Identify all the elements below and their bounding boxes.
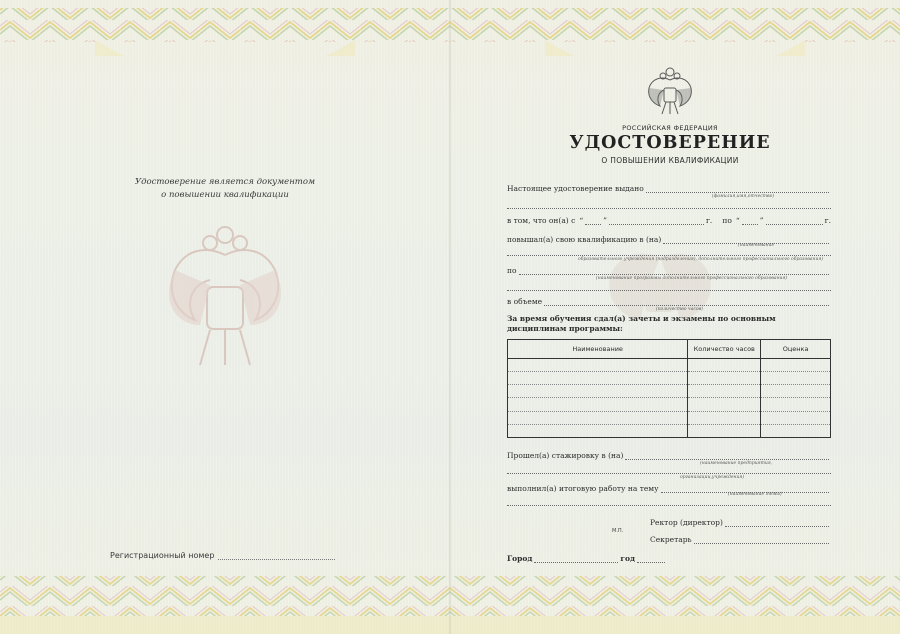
volume-hint: (количество часов) xyxy=(656,307,704,312)
secretary-label: Секретарь xyxy=(650,535,692,544)
rector-field[interactable] xyxy=(650,518,831,527)
end-month-year[interactable] xyxy=(766,217,823,225)
program-line[interactable] xyxy=(519,267,829,275)
rector-signature-line[interactable] xyxy=(725,519,829,527)
final-work-hint: (наименование темы) xyxy=(728,492,782,497)
upgraded-field[interactable] xyxy=(507,235,831,244)
city-label: Город xyxy=(507,554,533,563)
center-fold xyxy=(449,0,451,634)
registration-label: Регистрационный номер xyxy=(110,551,215,560)
internship-hint: (наименование предприятия, xyxy=(700,461,773,466)
table-cell[interactable] xyxy=(761,359,831,372)
page-title: УДОСТОВЕРЕНИЕ xyxy=(569,133,771,153)
note-line-1: Удостоверение является документом xyxy=(134,177,316,187)
russian-coat-of-arms-emblem-icon xyxy=(155,225,295,375)
upgraded-hint: (наименование xyxy=(738,243,775,248)
table-cell[interactable] xyxy=(508,398,688,411)
issued-line[interactable] xyxy=(646,185,829,193)
final-work-label: выполнил(а) итоговую работу на тему xyxy=(507,484,659,493)
institution-line[interactable] xyxy=(507,255,831,256)
page-subtitle: О ПОВЫШЕНИИ КВАЛИФИКАЦИИ xyxy=(601,156,739,165)
internship-hint-2: организации,учреждения) xyxy=(680,475,745,480)
exams-text: За время обучения сдал(а) зачеты и экзамены по основным дисциплинам программы: xyxy=(507,314,776,333)
secretary-signature-line[interactable] xyxy=(694,536,829,544)
volume-field[interactable] xyxy=(507,297,831,306)
internship-line[interactable] xyxy=(625,452,829,460)
grades-table xyxy=(507,339,831,438)
russian-coat-of-arms-emblem-icon xyxy=(644,66,696,118)
start-day[interactable] xyxy=(585,217,601,225)
quote-open-1: “ xyxy=(579,216,584,225)
column-header-name: Наименование xyxy=(508,340,688,359)
table-cell[interactable] xyxy=(508,372,688,385)
table-cell[interactable] xyxy=(508,359,688,372)
year-line[interactable] xyxy=(637,555,665,563)
stamp-label: М.П. xyxy=(612,528,624,534)
registration-number-field xyxy=(110,551,335,560)
table-row xyxy=(508,385,831,398)
table-cell[interactable] xyxy=(508,424,688,437)
table-cell[interactable] xyxy=(688,372,761,385)
issued-label: Настоящее удостоверение выдано xyxy=(507,184,644,193)
issued-line-2[interactable] xyxy=(507,208,831,209)
final-work-line-2[interactable] xyxy=(507,505,831,506)
program-field[interactable] xyxy=(507,266,831,275)
internship-field[interactable] xyxy=(507,451,831,460)
program-line-2[interactable] xyxy=(507,290,831,291)
table-row xyxy=(508,424,831,437)
program-label: по xyxy=(507,266,517,275)
table-row xyxy=(508,398,831,411)
period-prefix: в том, что он(а) с xyxy=(507,216,576,225)
note-line-2: о повышении квалификации xyxy=(161,190,289,200)
table-row xyxy=(508,372,831,385)
rector-label: Ректор (директор) xyxy=(650,518,723,527)
table-cell[interactable] xyxy=(508,411,688,424)
table-cell[interactable] xyxy=(688,385,761,398)
year-marker-1: г. xyxy=(706,216,713,225)
year-marker-2: г. xyxy=(824,216,831,225)
table-cell[interactable] xyxy=(761,398,831,411)
volume-label: в объеме xyxy=(507,297,543,306)
table-cell[interactable] xyxy=(761,372,831,385)
upgraded-label: повышал(а) свою квалификацию в (на) xyxy=(507,235,662,244)
table-cell[interactable] xyxy=(508,385,688,398)
federation-label: РОССИЙСКАЯ ФЕДЕРАЦИЯ xyxy=(622,124,718,132)
city-line[interactable] xyxy=(534,555,618,563)
column-header-hours: Количество часов xyxy=(688,340,761,359)
table-row xyxy=(508,359,831,372)
quote-open-2: “ xyxy=(735,216,740,225)
final-work-field[interactable] xyxy=(507,484,831,493)
table-cell[interactable] xyxy=(761,385,831,398)
table-cell[interactable] xyxy=(761,411,831,424)
to-label: по xyxy=(722,216,732,225)
internship-line-2[interactable] xyxy=(507,473,831,474)
issued-hint: (фамилия,имя,отчество) xyxy=(712,194,775,199)
quote-close-2: ” xyxy=(759,216,764,225)
end-day[interactable] xyxy=(742,217,758,225)
start-month-year[interactable] xyxy=(609,217,704,225)
table-cell[interactable] xyxy=(688,359,761,372)
table-cell[interactable] xyxy=(688,411,761,424)
city-year-field[interactable] xyxy=(507,554,667,563)
program-hint: (наименование программы дополнительного профессионального образования) xyxy=(596,276,788,281)
internship-label: Прошел(а) стажировку в (на) xyxy=(507,451,624,460)
table-cell[interactable] xyxy=(761,424,831,437)
year-label: год xyxy=(620,554,635,563)
quote-close-1: ” xyxy=(603,216,607,225)
registration-line[interactable] xyxy=(218,551,335,560)
table-row xyxy=(508,411,831,424)
left-page-note xyxy=(120,176,330,202)
institution-hint: образовательного учреждения (подразделения), дополнительного профессионального образования) xyxy=(578,257,824,262)
table-cell[interactable] xyxy=(688,398,761,411)
period-field[interactable] xyxy=(507,216,831,225)
table-cell[interactable] xyxy=(688,424,761,437)
column-header-grade: Оценка xyxy=(761,340,831,359)
issued-to-field[interactable] xyxy=(507,184,831,193)
secretary-field[interactable] xyxy=(650,535,831,544)
volume-line[interactable] xyxy=(544,298,829,306)
